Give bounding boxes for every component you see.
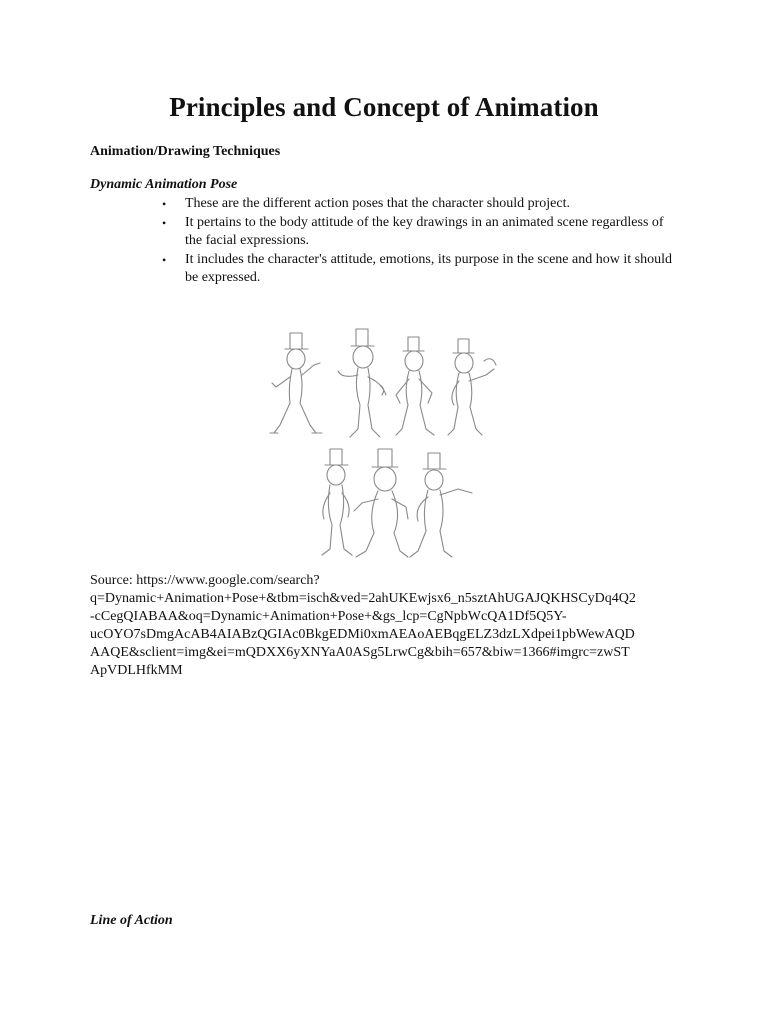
list-item	[162, 195, 682, 213]
page-title: Principles and Concept of Animation	[169, 92, 599, 122]
source-citation: Source: https://www.google.com/search? q=Dynamic+Animation+Pose+&tbm=isch&ved=2ahUKEwjsx6_n5sztAhUGAJQKHSCyDq4Q2 -cCegQIABAA&oq=Dynamic+Animation+Pose+&gs_lcp=CgNpbWcQA1Df5Q5Y- ucOYO7sDmgAcAB4AIABzQGIAc0BkgEDMi0xmAEAoAEBqgELZ3dzLXdpei1pbWewAQD AAQE&sclient=img&ei=mQDXX6yXNYaA0ASg5LrwCg&bih=657&biw=1366#imgrc=zwST ApVDLHfkMM	[90, 573, 636, 678]
bullet-text: These are the different action poses that the character should project.	[185, 196, 570, 211]
character-pose-sketches-figure	[268, 325, 504, 565]
sub-heading-dynamic-pose: Dynamic Animation Pose	[90, 177, 238, 192]
sub-heading-line-of-action: Line of Action	[90, 913, 173, 928]
pose-sketch-5	[322, 449, 352, 555]
pose-sketch-2	[338, 329, 386, 437]
bullet-list	[162, 195, 682, 288]
bullet-text: It pertains to the body attitude of the key drawings in an animated scene regardless of the facial expressions.	[185, 215, 664, 248]
list-item	[162, 251, 682, 287]
bullet-text: It includes the character's attitude, emotions, its purpose in the scene and how it should be expressed.	[185, 252, 672, 285]
pose-sketch-4	[448, 339, 496, 435]
list-item	[162, 214, 682, 250]
pose-sketch-6	[354, 449, 408, 557]
character-pose-sketches-icon	[268, 325, 504, 565]
pose-sketch-1	[270, 333, 322, 433]
bullet-icon: •	[162, 197, 167, 211]
pose-sketch-3	[396, 337, 434, 435]
bullet-icon: •	[162, 216, 167, 230]
bullet-icon: •	[162, 253, 167, 267]
section-heading: Animation/Drawing Techniques	[90, 144, 281, 159]
pose-sketch-7	[410, 453, 472, 557]
